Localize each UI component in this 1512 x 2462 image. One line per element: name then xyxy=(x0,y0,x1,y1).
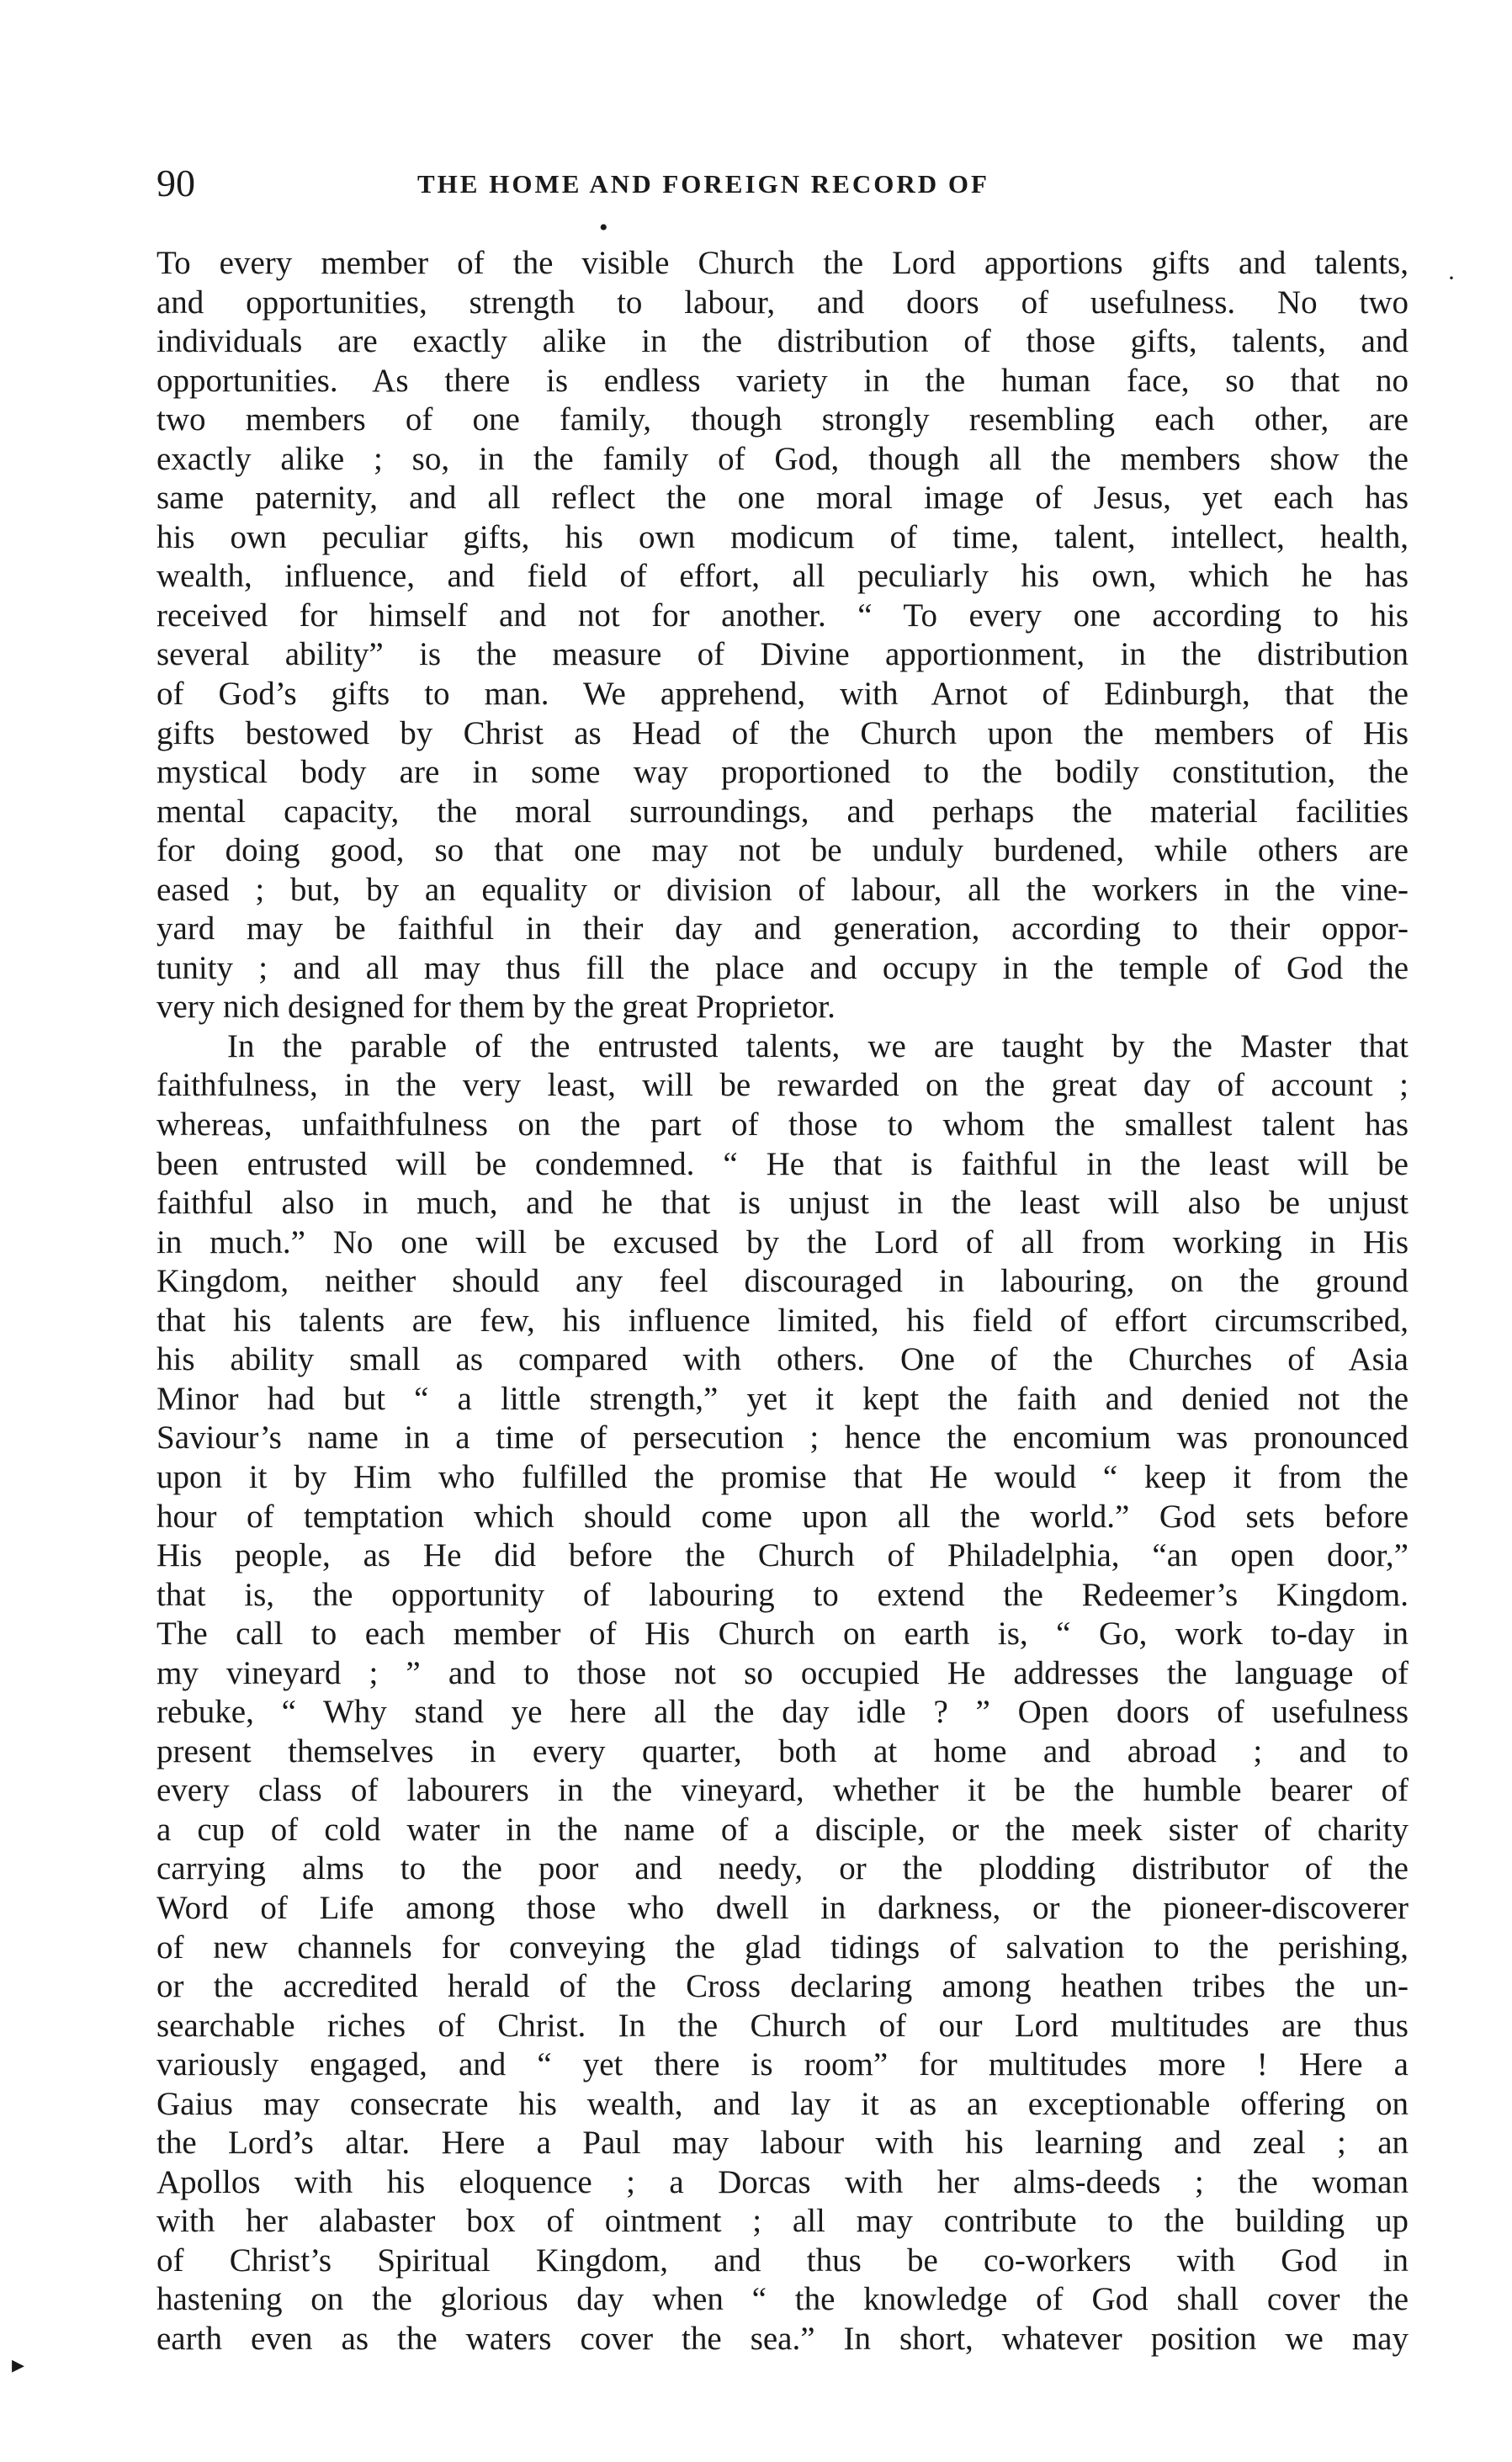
paragraph xyxy=(157,244,1409,1027)
text-line: Apollos with his eloquence ; a Dorcas with her alms-deeds ; the woman xyxy=(157,2163,1409,2200)
text-line: been entrusted will be condemned. “ He that is faithful in the least will be xyxy=(157,1145,1409,1182)
text-line: earth even as the waters cover the sea.” In short, whatever position we may xyxy=(157,2320,1409,2357)
text-line: eased ; but, by an equality or division of labour, all the workers in the vine- xyxy=(157,871,1409,908)
text-line: several ability” is the measure of Divine apportionment, in the distribution xyxy=(157,636,1409,673)
text-line: of God’s gifts to man. We apprehend, with Arnot of Edinburgh, that the xyxy=(157,676,1409,713)
text-line: my vineyard ; ” and to those not so occupied He addresses the language of xyxy=(157,1654,1409,1691)
text-line: gifts bestowed by Christ as Head of the Church upon the members of His xyxy=(157,714,1409,751)
text-line: yard may be faithful in their day and generation, according to their oppor- xyxy=(157,910,1409,947)
text-line: his ability small as compared with others. One of the Churches of Asia xyxy=(157,1341,1409,1378)
text-line: variously engaged, and “ yet there is room” for multitudes more ! Here a xyxy=(157,2046,1409,2083)
text-line: very nich designed for them by the great Proprietor. xyxy=(157,989,836,1026)
text-line: exactly alike ; so, in the family of God, though all the members show the xyxy=(157,440,1409,477)
text-line: of Christ’s Spiritual Kingdom, and thus be co-workers with God in xyxy=(157,2242,1409,2279)
text-line: received for himself and not for another. “ To every one according to his xyxy=(157,597,1409,634)
text-line: that is, the opportunity of labouring to extend the Redeemer’s Kingdom. xyxy=(157,1576,1409,1613)
text-line: wealth, influence, and field of effort, all peculiarly his own, which he has xyxy=(157,558,1409,595)
page-number: 90 xyxy=(157,162,195,204)
text-line: Gaius may consecrate his wealth, and lay it as an exceptionable offering on xyxy=(157,2085,1409,2122)
text-line: faithful also in much, and he that is unjust in the least will also be unjust xyxy=(157,1185,1409,1222)
text-line: whereas, unfaithfulness on the part of those to whom the smallest talent has xyxy=(157,1106,1409,1143)
text-line: mystical body are in some way proportioned to the bodily constitution, the xyxy=(157,754,1409,791)
text-line: in much.” No one will be excused by the Lord of all from working in His xyxy=(157,1223,1409,1260)
text-line: his own peculiar gifts, his own modicum of time, talent, intellect, health, xyxy=(157,518,1409,555)
text-line: hour of temptation which should come upon all the world.” God sets before xyxy=(157,1498,1409,1535)
text-line: carrying alms to the poor and needy, or the plodding distributor of the xyxy=(157,1850,1409,1887)
text-line: upon it by Him who fulfilled the promise that He would “ keep it from the xyxy=(157,1458,1409,1495)
text-line: Saviour’s name in a time of persecution ; hence the encomium was pronounced xyxy=(157,1419,1409,1457)
text-line: the Lord’s altar. Here a Paul may labour with his learning and zeal ; an xyxy=(157,2125,1409,2162)
text-line: Word of Life among those who dwell in darkness, or the pioneer-discoverer xyxy=(157,1889,1409,1926)
text-line: two members of one family, though strongly resembling each other, are xyxy=(157,401,1409,438)
margin-dot-mark: • xyxy=(599,214,608,241)
text-line: In the parable of the entrusted talents, we are taught by the Master that xyxy=(227,1027,1409,1064)
text-line: or the accredited herald of the Cross declaring among heathen tribes the un- xyxy=(157,1968,1409,2005)
margin-tick-mark: · xyxy=(1447,264,1456,292)
text-line: for doing good, so that one may not be unduly burdened, while others are xyxy=(157,832,1409,869)
text-line: with her alabaster box of ointment ; all may contribute to the building up xyxy=(157,2203,1409,2240)
text-line: To every member of the visible Church the Lord apportions gifts and talents, xyxy=(157,245,1409,281)
margin-tick-mark: ▸ xyxy=(12,2351,25,2379)
text-line: present themselves in every quarter, both at home and abroad ; and to xyxy=(157,1732,1409,1770)
text-line: tunity ; and all may thus fill the place and occupy in the temple of God the xyxy=(157,949,1409,986)
text-line: and opportunities, strength to labour, and doors of usefulness. No two xyxy=(157,284,1409,321)
text-line: of new channels for conveying the glad tidings of salvation to the perishing, xyxy=(157,1929,1409,1966)
text-line: Kingdom, neither should any feel discouraged in labouring, on the ground xyxy=(157,1263,1409,1300)
paragraph xyxy=(157,1027,1409,2359)
text-line: individuals are exactly alike in the distribution of those gifts, talents, and xyxy=(157,323,1409,360)
text-line: a cup of cold water in the name of a disciple, or the meek sister of charity xyxy=(157,1811,1409,1848)
text-line: Minor had but “ a little strength,” yet it kept the faith and denied not the xyxy=(157,1380,1409,1417)
text-line: rebuke, “ Why stand ye here all the day idle ? ” Open doors of usefulness xyxy=(157,1694,1409,1731)
text-line: faithfulness, in the very least, will be rewarded on the great day of account ; xyxy=(157,1067,1409,1104)
text-line: every class of labourers in the vineyard, whether it be the humble bearer of xyxy=(157,1772,1409,1809)
text-line: searchable riches of Christ. In the Church of our Lord multitudes are thus xyxy=(157,2007,1409,2044)
text-line: same paternity, and all reflect the one moral image of Jesus, yet each has xyxy=(157,480,1409,517)
text-line: His people, as He did before the Church of Philadelphia, “an open door,” xyxy=(157,1537,1409,1574)
text-line: opportunities. As there is endless variety in the human face, so that no xyxy=(157,362,1409,399)
page-header xyxy=(157,158,1409,209)
text-line: hastening on the glorious day when “ the knowledge of God shall cover the xyxy=(157,2281,1409,2318)
running-title: THE HOME AND FOREIGN RECORD OF xyxy=(417,169,989,199)
text-line: mental capacity, the moral surroundings, and perhaps the material facilities xyxy=(157,793,1409,830)
text-line: that his talents are few, his influence limited, his field of effort circumscribed, xyxy=(157,1302,1409,1339)
body-text xyxy=(157,244,1409,2359)
text-line: The call to each member of His Church on earth is, “ Go, work to-day in xyxy=(157,1616,1409,1653)
